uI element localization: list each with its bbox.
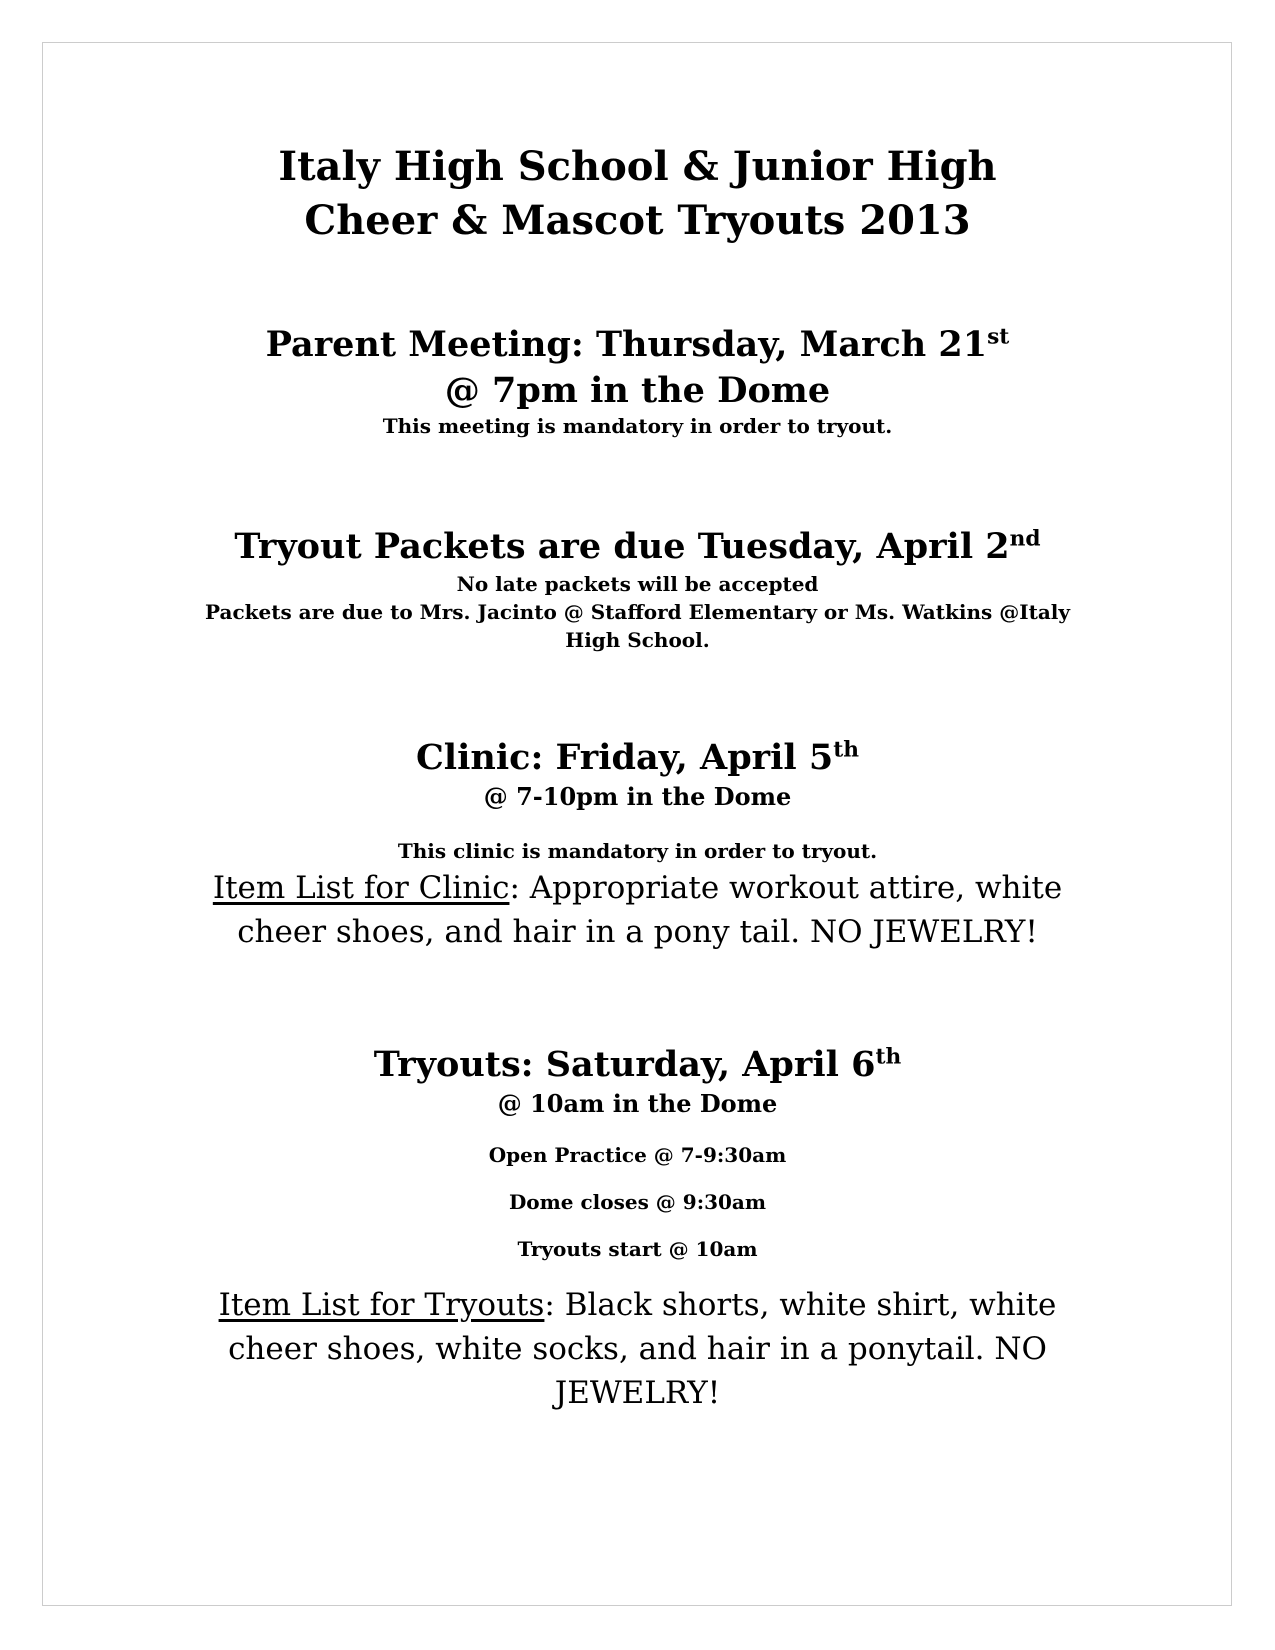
tryouts-items-label: Item List for Tryouts xyxy=(218,1287,545,1323)
tryouts-time: @ 10am in the Dome xyxy=(497,1089,778,1118)
clinic-heading xyxy=(130,735,1145,781)
document-title xyxy=(130,140,1145,248)
schedule-item-open-practice: Open Practice @ 7-9:30am xyxy=(488,1143,787,1167)
tryouts-items-text-1: : Black shorts, white shirt, white xyxy=(544,1287,1057,1323)
clinic-time: @ 7-10pm in the Dome xyxy=(483,782,792,811)
packets-note-due-line-1: Packets are due to Mrs. Jacinto @ Stafford Elementary or Ms. Watkins @Italy xyxy=(205,600,1070,624)
packets-heading-text: Tryout Packets are due Tuesday, April 2 xyxy=(234,526,1010,567)
title-line-2: Cheer & Mascot Tryouts 2013 xyxy=(304,197,971,244)
tryouts-schedule xyxy=(130,1140,1145,1281)
parent-meeting-note: This meeting is mandatory in order to tryout. xyxy=(382,414,893,438)
tryouts-items-line-2: cheer shoes, white socks, and hair in a ponytail. NO xyxy=(228,1331,1047,1367)
packets-heading xyxy=(130,524,1145,570)
clinic-items-line-1 xyxy=(130,866,1145,910)
clinic-items-label: Item List for Clinic xyxy=(212,870,510,906)
packets-note-late: No late packets will be accepted xyxy=(456,572,819,596)
clinic-note: This clinic is mandatory in order to tryout. xyxy=(397,839,878,863)
tryouts-items-line-3: JEWELRY! xyxy=(554,1375,721,1411)
packets-heading-sup: nd xyxy=(1009,526,1041,552)
clinic-items-line-2: cheer shoes, and hair in a pony tail. NO JEWELRY! xyxy=(237,914,1038,950)
clinic-heading-text: Clinic: Friday, April 5 xyxy=(415,737,834,778)
clinic-items-text-1: : Appropriate workout attire, white xyxy=(509,870,1063,906)
parent-meeting-time: @ 7pm in the Dome xyxy=(444,370,831,411)
schedule-item-dome-closes: Dome closes @ 9:30am xyxy=(508,1190,767,1214)
title-line-1: Italy High School & Junior High xyxy=(278,143,997,190)
tryouts-section xyxy=(130,1042,1145,1120)
tryouts-heading-text: Tryouts: Saturday, April 6 xyxy=(373,1044,876,1085)
packets-note-due-line-2: High School. xyxy=(565,628,710,652)
clinic-section xyxy=(130,735,1145,813)
parent-meeting-heading xyxy=(130,322,1145,368)
tryouts-heading xyxy=(130,1042,1145,1088)
parent-meeting-heading-sup: st xyxy=(987,324,1010,350)
clinic-details xyxy=(130,836,1145,954)
tryouts-heading-sup: th xyxy=(875,1044,902,1070)
clinic-heading-sup: th xyxy=(833,737,860,763)
tryouts-items xyxy=(130,1283,1145,1415)
parent-meeting-section xyxy=(130,322,1145,438)
parent-meeting-heading-text: Parent Meeting: Thursday, March 21 xyxy=(265,324,988,365)
schedule-item-tryouts-start: Tryouts start @ 10am xyxy=(517,1237,758,1261)
tryouts-items-line-1 xyxy=(130,1283,1145,1327)
packets-section xyxy=(130,524,1145,654)
